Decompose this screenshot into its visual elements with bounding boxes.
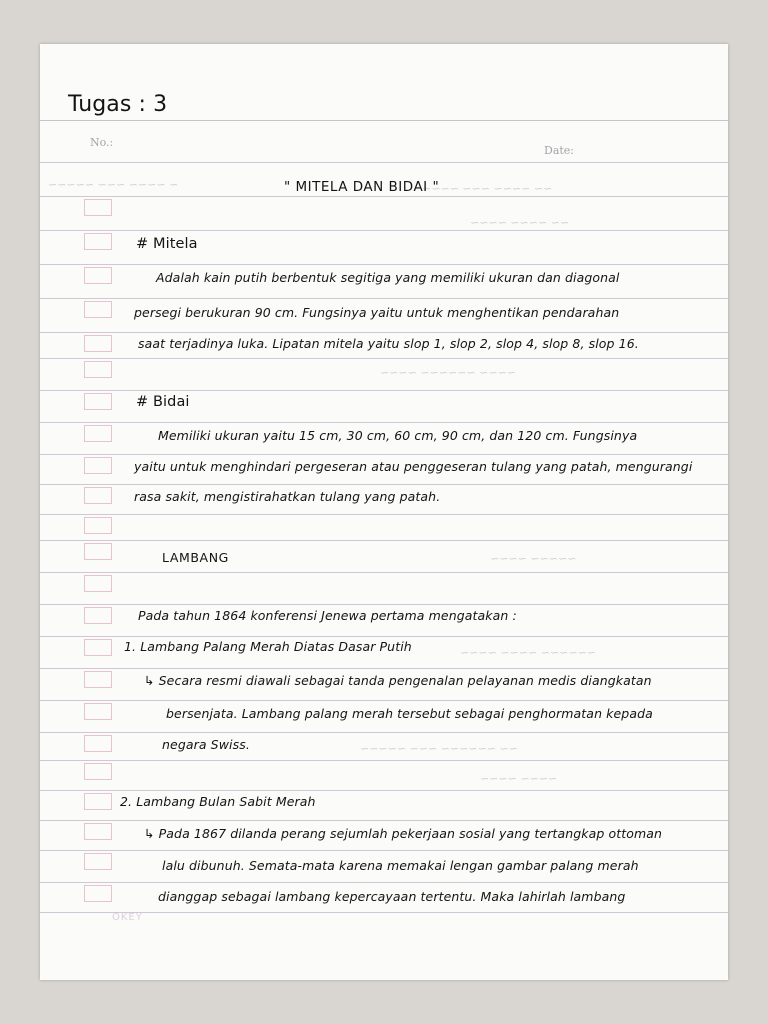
ruled-line — [40, 572, 728, 573]
ruled-line — [40, 358, 728, 359]
notebook-page — [40, 44, 728, 980]
margin-box — [84, 517, 112, 534]
bleed-through-text: ~~~~ ~~~~ — [480, 772, 558, 785]
item2-line-2: lalu dibunuh. Semata-mata karena memakai lengan gambar palang merah — [162, 858, 639, 873]
date-label: Date: — [544, 144, 575, 157]
ruled-line — [40, 332, 728, 333]
mitela-line-2: persegi berukuran 90 cm. Fungsinya yaitu untuk menghentikan pendarahan — [134, 305, 620, 320]
ruled-line — [40, 484, 728, 485]
margin-box — [84, 823, 112, 840]
margin-box — [84, 885, 112, 902]
margin-box — [84, 671, 112, 688]
ruled-line — [40, 732, 728, 733]
ruled-line — [40, 540, 728, 541]
margin-box — [84, 457, 112, 474]
ruled-line — [40, 230, 728, 231]
assignment-title: Tugas : 3 — [68, 92, 168, 117]
ruled-line — [40, 264, 728, 265]
no-label: No.: — [90, 136, 114, 149]
bleed-through-text: ~~~~~ ~~~~ — [490, 552, 577, 565]
margin-box — [84, 393, 112, 410]
margin-box — [84, 607, 112, 624]
mitela-line-3: saat terjadinya luka. Lipatan mitela yaitu slop 1, slop 2, slop 4, slop 8, slop 16. — [138, 336, 639, 351]
bidai-line-2: yaitu untuk menghindari pergeseran atau penggeseran tulang yang patah, mengurangi — [134, 459, 693, 474]
item1-line-3: negara Swiss. — [162, 737, 250, 752]
margin-box — [84, 735, 112, 752]
bidai-line-3: rasa sakit, mengistirahatkan tulang yang patah. — [134, 489, 441, 504]
margin-box — [84, 639, 112, 656]
margin-box — [84, 301, 112, 318]
bleed-through-text: ~~ ~~~~ ~~~~ — [470, 216, 570, 229]
brand-logo: OKEY — [112, 912, 143, 923]
ruled-line — [40, 790, 728, 791]
ruled-line — [40, 422, 728, 423]
ruled-line — [40, 298, 728, 299]
main-title: " MITELA DAN BIDAI " — [284, 179, 440, 195]
ruled-line — [40, 912, 728, 913]
item2-line-1: ↳ Pada 1867 dilanda perang sejumlah pekerjaan sosial yang tertangkap ottoman — [144, 826, 663, 841]
mitela-heading: # Mitela — [136, 236, 198, 252]
margin-box — [84, 793, 112, 810]
ruled-line — [40, 700, 728, 701]
bidai-line-1: Memiliki ukuran yaitu 15 cm, 30 cm, 60 cm, 90 cm, dan 120 cm. Fungsinya — [158, 428, 638, 443]
margin-box — [84, 361, 112, 378]
margin-box — [84, 487, 112, 504]
margin-box — [84, 267, 112, 284]
ruled-line — [40, 882, 728, 883]
ruled-line — [40, 514, 728, 515]
ruled-line — [40, 760, 728, 761]
item2-line-3: dianggap sebagai lambang kepercayaan tertentu. Maka lahirlah lambang — [158, 889, 626, 904]
margin-box — [84, 425, 112, 442]
mitela-line-1: Adalah kain putih berbentuk segitiga yang memiliki ukuran dan diagonal — [156, 270, 620, 285]
item1-title: 1. Lambang Palang Merah Diatas Dasar Putih — [124, 639, 412, 654]
ruled-line — [40, 850, 728, 851]
margin-box — [84, 543, 112, 560]
margin-box — [84, 853, 112, 870]
bleed-through-text: ~~ ~~~~ ~~~ ~~~~ — [422, 182, 553, 195]
ruled-line — [40, 668, 728, 669]
bidai-heading: # Bidai — [136, 394, 190, 410]
ruled-line — [40, 390, 728, 391]
ruled-line — [40, 820, 728, 821]
margin-box — [84, 575, 112, 592]
lambang-heading: LAMBANG — [162, 550, 229, 565]
lambang-intro: Pada tahun 1864 konferensi Jenewa pertama mengatakan : — [138, 608, 517, 623]
margin-box — [84, 763, 112, 780]
margin-box — [84, 233, 112, 250]
item1-line-1: ↳ Secara resmi diawali sebagai tanda pengenalan pelayanan medis diangkatan — [144, 673, 652, 688]
item1-line-2: bersenjata. Lambang palang merah tersebut sebagai penghormatan kepada — [166, 706, 653, 721]
bleed-through-text: ~ ~~~~ ~~~ ~~~~~ — [48, 178, 179, 191]
bleed-through-text: ~~~~~~ ~~~~ ~~~~ — [460, 646, 597, 659]
bleed-through-text: ~~ ~~~~~~ ~~~ ~~~~~ — [360, 742, 518, 755]
bleed-through-text: ~~~~ ~~~~~~ ~~~~ — [380, 366, 517, 379]
ruled-line — [40, 196, 728, 197]
ruled-line — [40, 636, 728, 637]
ruled-line — [40, 162, 728, 163]
ruled-line — [40, 604, 728, 605]
margin-box — [84, 335, 112, 352]
ruled-line — [40, 454, 728, 455]
margin-box — [84, 199, 112, 216]
item2-title: 2. Lambang Bulan Sabit Merah — [120, 794, 316, 809]
margin-box — [84, 703, 112, 720]
header-line — [40, 120, 728, 121]
